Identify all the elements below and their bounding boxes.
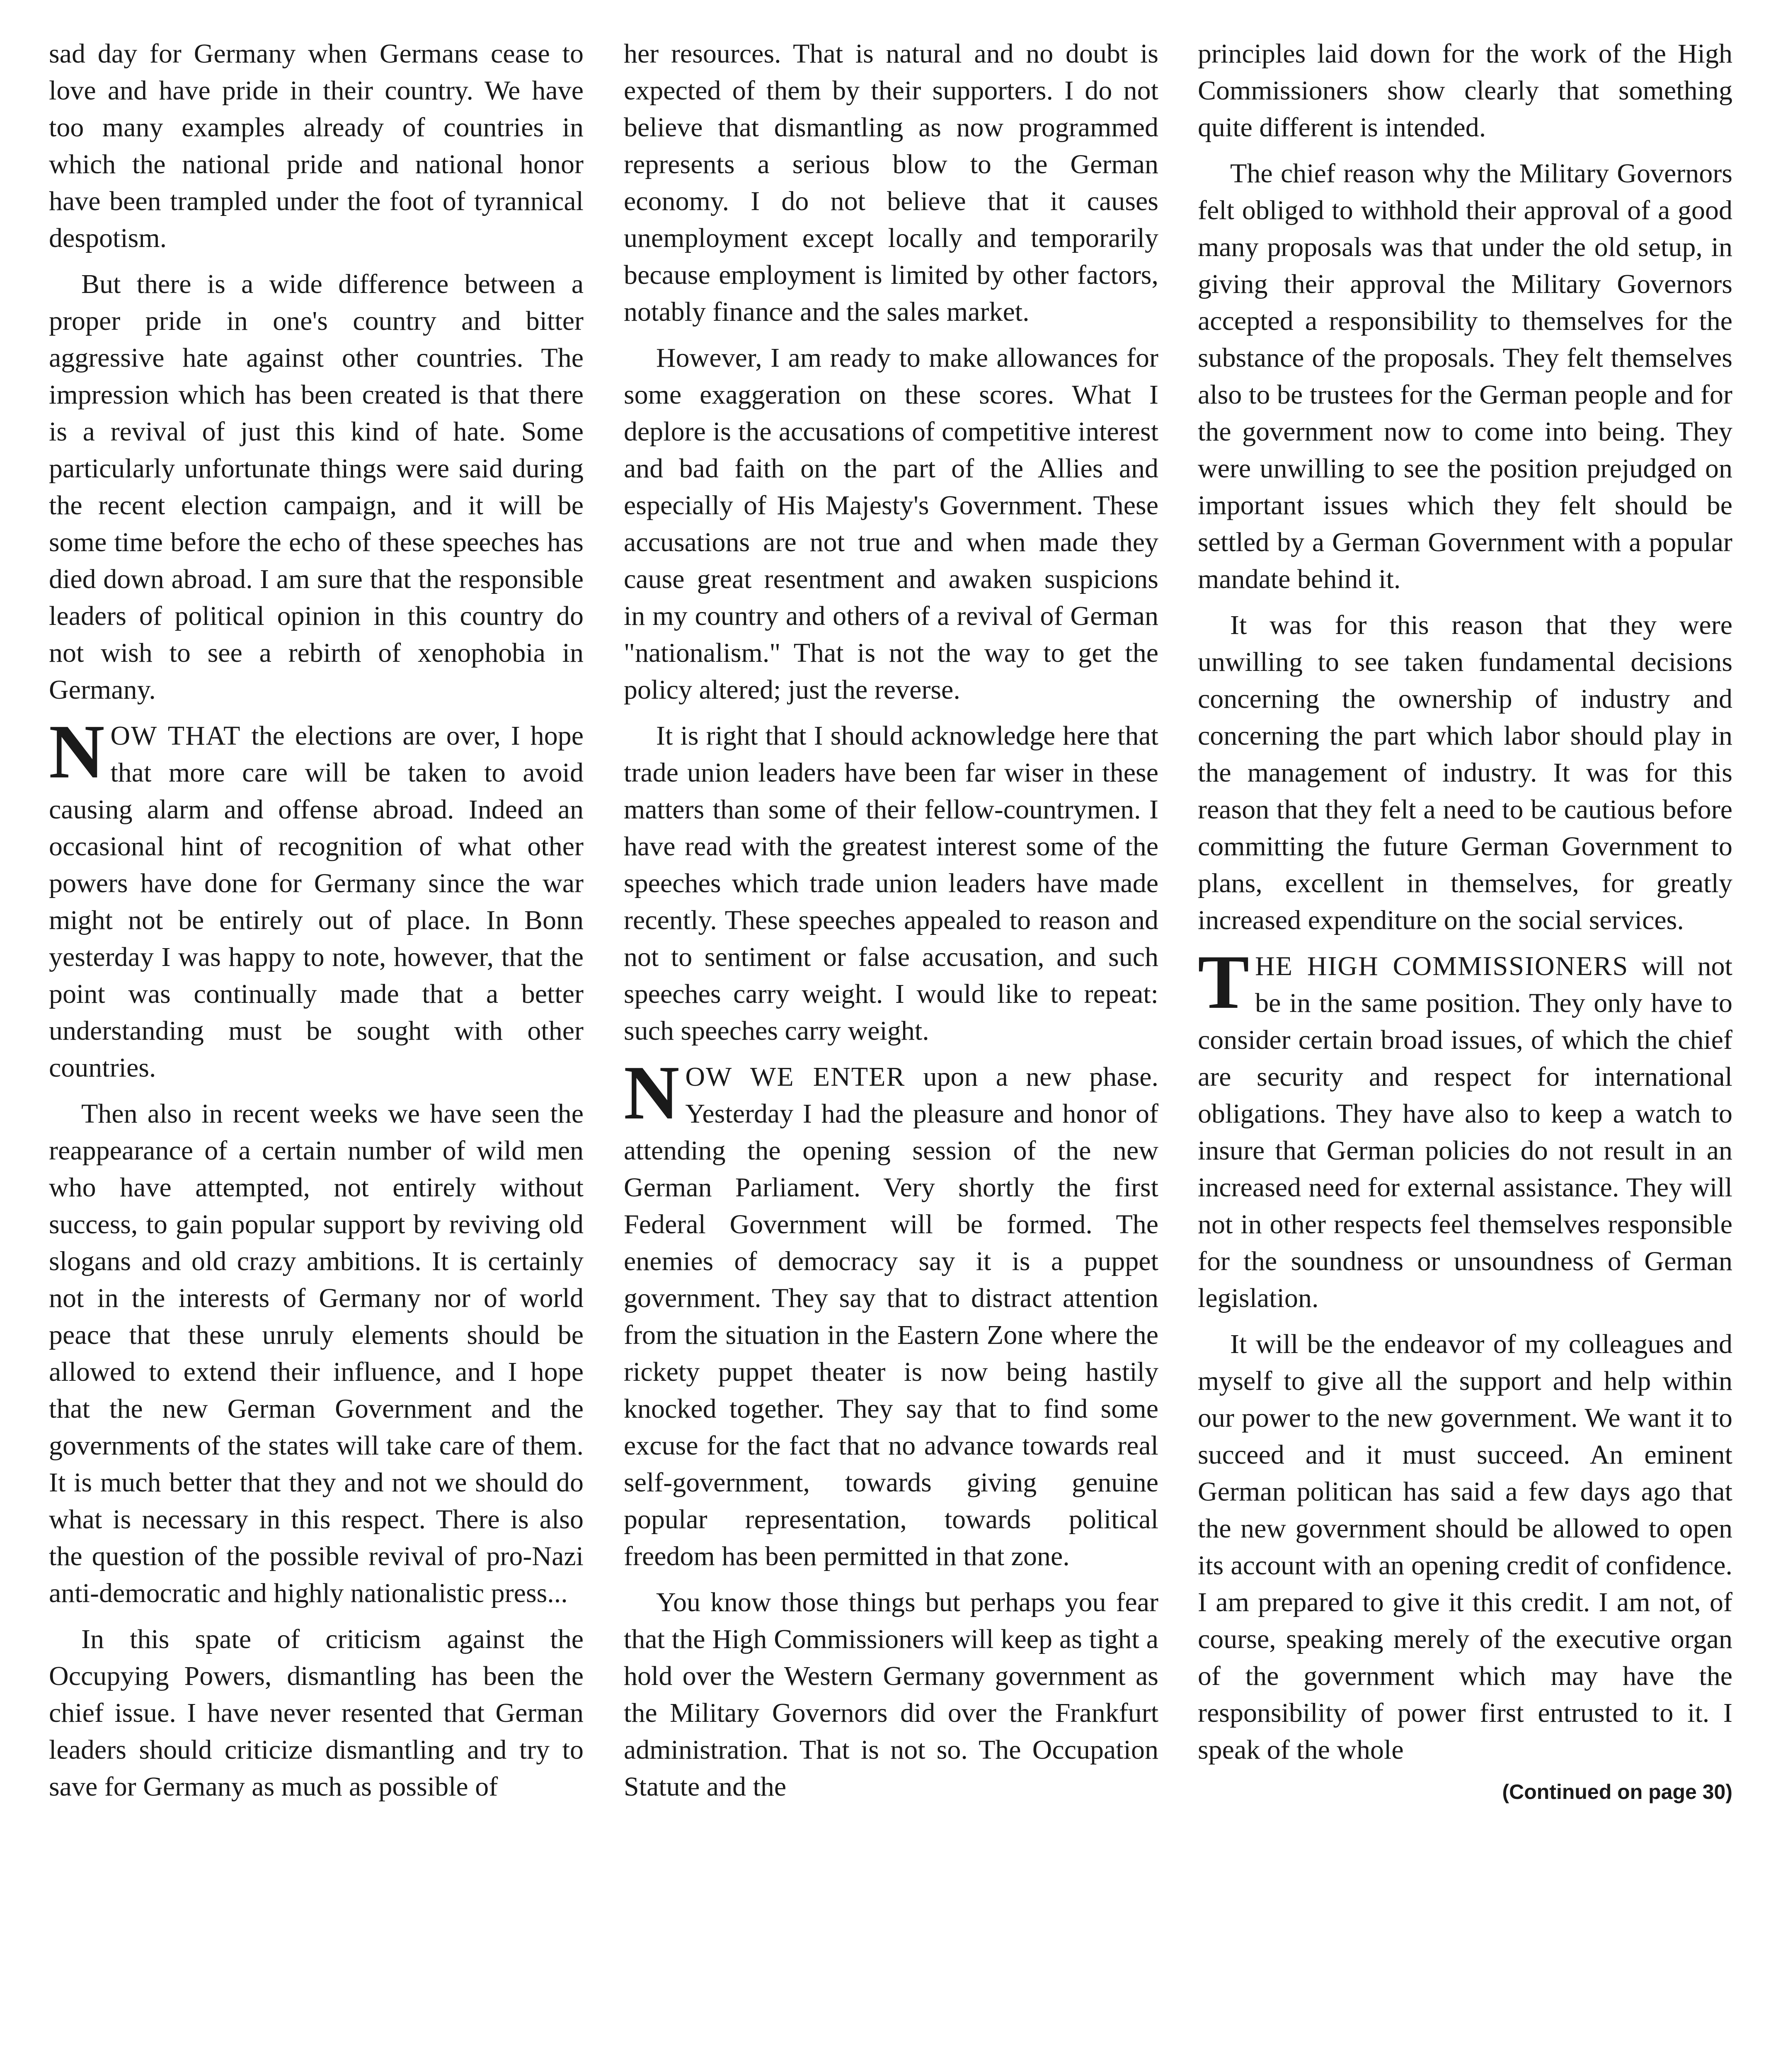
drop-cap: T — [1198, 939, 1250, 1025]
paragraph: However, I am ready to make allowances for some exaggeration on these scores. What I deplore is the accusations of competitive interest and bad faith on the part of the Allies and especially of His Majesty's Government. These accusations are not true and when made they cause great resentment and awaken suspicions in my country and others of a revival of German "nationalism." That is not the way to get the policy altered; just the reverse. — [624, 343, 1158, 705]
section-paragraph — [624, 1050, 1158, 1575]
drop-cap: N — [49, 709, 105, 794]
continued-note: (Continued on page 30) — [1502, 1780, 1732, 1803]
paragraph-text: will not be in the same position. They only have to consider certain broad issues, of which the chief are security and respect for international obligations. They have also to keep a watch to insure that German policies do not result in an increased need for external assistance. They will not in other respects feel themselves responsible for the soundness or unsoundness of German legislation. — [1198, 951, 1732, 1313]
paragraph-text: upon a new phase. Yesterday I had the pleasure and honor of attending the opening session of the new German Parliament. Very shortly the first Federal Government will be formed. The enemies of democracy say it is a puppet government. They say that to distract attention from the situation in the Eastern Zone where the rickety puppet theater is now being hastily knocked together. They say that to find some excuse for the fact that no advance towards real self-government, towards giving genuine popular representation, towards political freedom has been permitted in that zone. — [624, 1062, 1158, 1571]
paragraph: You know those things but perhaps you fear that the High Commissioners will keep as tight a hold over the Western Germany government as the Military Governors did over the Frankfurt administration. That is not so. The Occupation Statute and the — [624, 1587, 1158, 1802]
lead-in: OW WE ENTER — [685, 1062, 906, 1092]
paragraph: In this spate of criticism against the Occupying Powers, dismantling has been the chief issue. I have never resented that German leaders should criticize dismantling and try to save for Germany as much as possible of — [49, 1624, 584, 1802]
text-column-1 — [49, 35, 584, 1814]
section-paragraph — [1198, 939, 1732, 1317]
lead-in: HE HIGH COMMISSIONERS — [1255, 951, 1629, 981]
paragraph-text: the elections are over, I hope that more care will be taken to avoid causing alarm and offense abroad. Indeed an occasional hint of recognition of what other powers have done for Germany since the war might not be entirely out of place. In Bonn yesterday I was happy to note, however, that the point was continually made that a better understanding must be sought with other countries. — [49, 721, 584, 1083]
paragraph: But there is a wide difference between a proper pride in one's country and bitter aggressive hate against other countries. The impression which has been created is that there is a revival of just this kind of hate. Some particularly unfortunate things were said during the recent election campaign, and it will be some time before the echo of these speeches has died down abroad. I am sure that the responsible leaders of political opinion in this country do not wish to see a rebirth of xenophobia in Germany. — [49, 269, 584, 705]
drop-cap: N — [624, 1050, 680, 1135]
paragraph: It will be the endeavor of my colleagues and myself to give all the support and help within our power to the new government. We want it to succeed and it must succeed. An eminent German politican has said a few days ago that the new government should be allowed to open its account with an opening credit of confidence. I am prepared to give it this credit. I am not, of course, speaking merely of the executive organ of the government which may have the responsibility of power first entrusted to it. I speak of the whole — [1198, 1329, 1732, 1765]
paragraph: It was for this reason that they were unwilling to see taken fundamental decisions concerning the ownership of industry and concerning the part which labor should play in the management of industry. It was for this reason that they felt a need to be cautious before committing the future German Government to plans, excellent in themselves, for greatly increased expenditure on the social services. — [1198, 610, 1732, 935]
paragraph: her resources. That is natural and no doubt is expected of them by their supporters. I do not believe that dismantling as now programmed represents a serious blow to the German economy. I do not believe that it causes unemployment except locally and temporarily because employment is limited by other factors, notably finance and the sales market. — [624, 39, 1158, 327]
text-column-2 — [624, 35, 1158, 1814]
paragraph: sad day for Germany when Germans cease to love and have pride in their country. We have too many examples already of countries in which the national pride and national honor have been trampled under the foot of tyrannical despotism. — [49, 39, 584, 253]
paragraph: Then also in recent weeks we have seen the reappearance of a certain number of wild men who have attempted, not entirely without success, to gain popular support by reviving old slogans and old crazy ambitions. It is certainly not in the interests of Germany nor of world peace that these unruly elements should be allowed to extend their influence, and I hope that the new German Government and the governments of the states will take care of them. It is much better that they and not we should do what is necessary in this respect. There is also the question of the possible revival of pro-Nazi anti-democratic and highly nationalistic press... — [49, 1099, 584, 1608]
section-paragraph — [49, 709, 584, 1086]
text-column-3 — [1198, 35, 1732, 1806]
paragraph: principles laid down for the work of the High Commissioners show clearly that something quite different is intended. — [1198, 39, 1732, 143]
paragraph: The chief reason why the Military Governors felt obliged to withhold their approval of a good many proposals was that under the old setup, in giving their approval the Military Governors accepted a responsibility to themselves for the substance of the proposals. They felt themselves also to be trustees for the German people and for the government now to come into being. They were unwilling to see the position prejudged on important issues which they felt should be settled by a German Government with a popular mandate behind it. — [1198, 158, 1732, 594]
paragraph: It is right that I should acknowledge here that trade union leaders have been far wiser in these matters than some of their fellow-countrymen. I have read with the greatest interest some of the speeches which trade union leaders have made recently. These speeches appealed to reason and not to sentiment or false accusation, and such speeches carry weight. I would like to repeat: such speeches carry weight. — [624, 721, 1158, 1046]
lead-in: OW THAT — [110, 721, 241, 751]
